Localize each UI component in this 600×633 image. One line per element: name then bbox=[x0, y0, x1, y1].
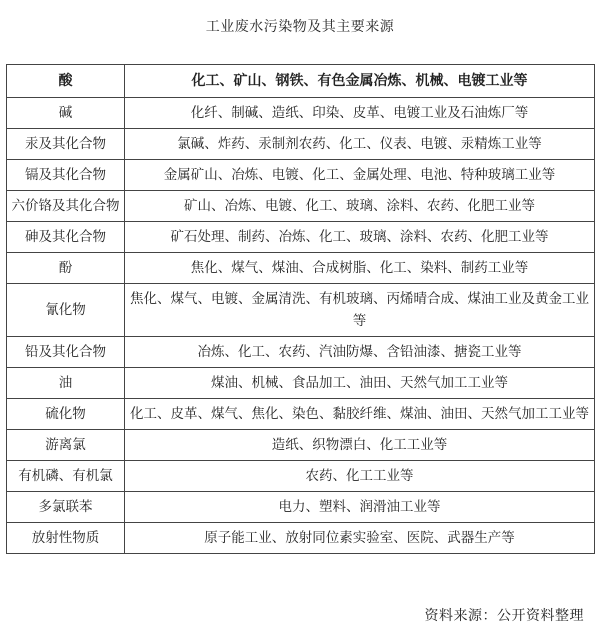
table-row bbox=[7, 337, 595, 368]
sources-cell: 氯碱、炸药、汞制剂农药、化工、仪表、电镀、汞精炼工业等 bbox=[125, 129, 595, 160]
sources-cell: 焦化、煤气、电镀、金属清洗、有机玻璃、丙烯晴合成、煤油工业及黄金工业等 bbox=[125, 284, 595, 337]
table-row bbox=[7, 222, 595, 253]
sources-cell: 矿石处理、制药、冶炼、化工、玻璃、涂料、农药、化肥工业等 bbox=[125, 222, 595, 253]
sources-cell: 焦化、煤气、煤油、合成树脂、化工、染料、制药工业等 bbox=[125, 253, 595, 284]
table-row bbox=[7, 523, 595, 554]
header-cell-pollutant: 酸 bbox=[7, 65, 125, 98]
pollutant-cell: 镉及其化合物 bbox=[7, 160, 125, 191]
pollutant-cell: 砷及其化合物 bbox=[7, 222, 125, 253]
pollutant-cell: 有机磷、有机氯 bbox=[7, 461, 125, 492]
table-row bbox=[7, 368, 595, 399]
sources-cell: 煤油、机械、食品加工、油田、天然气加工工业等 bbox=[125, 368, 595, 399]
sources-cell: 化工、皮革、煤气、焦化、染色、黏胶纤维、煤油、油田、天然气加工工业等 bbox=[125, 399, 595, 430]
pollutant-cell: 硫化物 bbox=[7, 399, 125, 430]
header-cell-sources: 化工、矿山、钢铁、有色金属冶炼、机械、电镀工业等 bbox=[125, 65, 595, 98]
table-row bbox=[7, 430, 595, 461]
source-note: 资料来源：公开资料整理 bbox=[424, 608, 584, 624]
sources-cell: 原子能工业、放射同位素实验室、医院、武器生产等 bbox=[125, 523, 595, 554]
pollutant-cell: 氰化物 bbox=[7, 284, 125, 337]
table-row bbox=[7, 98, 595, 129]
sources-cell: 农药、化工工业等 bbox=[125, 461, 595, 492]
sources-cell: 电力、塑料、润滑油工业等 bbox=[125, 492, 595, 523]
sources-cell: 冶炼、化工、农药、汽油防爆、含铅油漆、搪瓷工业等 bbox=[125, 337, 595, 368]
pollutant-sources-table bbox=[6, 64, 595, 554]
sources-cell: 金属矿山、冶炼、电镀、化工、金属处理、电池、特种玻璃工业等 bbox=[125, 160, 595, 191]
table-row bbox=[7, 129, 595, 160]
table-row bbox=[7, 253, 595, 284]
sources-cell: 造纸、织物漂白、化工工业等 bbox=[125, 430, 595, 461]
pollutant-cell: 多氯联苯 bbox=[7, 492, 125, 523]
table-row bbox=[7, 461, 595, 492]
table-row bbox=[7, 399, 595, 430]
table-row bbox=[7, 492, 595, 523]
pollutant-cell: 放射性物质 bbox=[7, 523, 125, 554]
table-row bbox=[7, 160, 595, 191]
document-title: 工业废水污染物及其主要来源 bbox=[205, 19, 395, 35]
pollutant-cell: 游离氯 bbox=[7, 430, 125, 461]
table-row bbox=[7, 284, 595, 337]
pollutant-cell: 碱 bbox=[7, 98, 125, 129]
pollutant-cell: 汞及其化合物 bbox=[7, 129, 125, 160]
pollutant-cell: 六价铬及其化合物 bbox=[7, 191, 125, 222]
pollutant-cell: 油 bbox=[7, 368, 125, 399]
pollutant-cell: 酚 bbox=[7, 253, 125, 284]
pollutant-cell: 铅及其化合物 bbox=[7, 337, 125, 368]
sources-cell: 矿山、冶炼、电镀、化工、玻璃、涂料、农药、化肥工业等 bbox=[125, 191, 595, 222]
sources-cell: 化纤、制碱、造纸、印染、皮革、电镀工业及石油炼厂等 bbox=[125, 98, 595, 129]
table-header-row bbox=[7, 65, 595, 98]
table-row bbox=[7, 191, 595, 222]
